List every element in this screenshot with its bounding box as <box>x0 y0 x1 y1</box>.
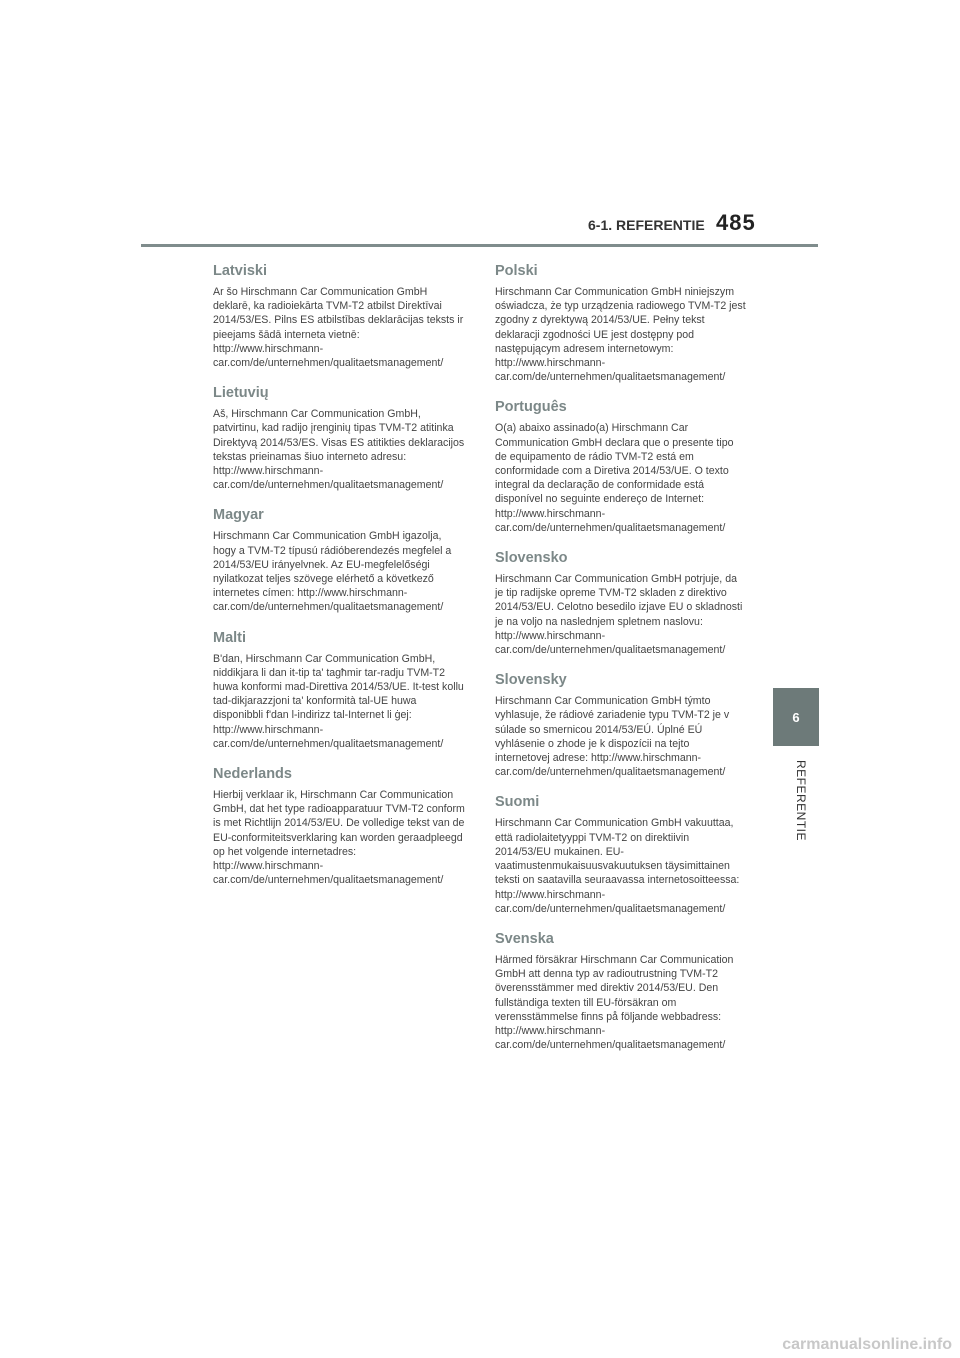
language-heading: Magyar <box>213 507 264 524</box>
declaration-text: Aš, Hirschmann Car Communication GmbH, patvirtinu, kad radijo įrenginių tipas TVM-T2 atitinka Direktyvą 2014/53/ES. Visas ES atitikties deklaracijos tekstas prieinamas šiuo interneto adresu: http://www.hirschmann-car.com/de/unternehmen/qualitaetsmanagement/ <box>213 408 465 492</box>
chapter-tab: 6 <box>773 688 819 746</box>
language-heading: Malti <box>213 629 247 646</box>
language-heading: Polski <box>495 263 538 279</box>
declaration-magyar <box>213 506 465 614</box>
declaration-suomi <box>495 793 747 915</box>
page-number: 485 <box>716 210 756 235</box>
right-column <box>495 262 747 1066</box>
left-column <box>213 262 465 902</box>
declaration-text: O(a) abaixo assinado(a) Hirschmann Car Communication GmbH declara que o presente tipo de equipamento de rádio TVM-T2 está em conformidade com a Diretiva 2014/53/UE. O texto integral da declaração de conformidade está disponível no seguinte endereço de Internet: http://www.hirschmann-car.com/de/unternehmen/qualitaetsmanagement/ <box>495 422 734 534</box>
declaration-text: Hirschmann Car Communication GmbH niniejszym oświadcza, że typ urządzenia radiowego TVM-T2 jest zgodny z dyrektywą 2014/53/UE. Pełny tekst deklaracji zgodności UE jest dostępny pod następującym adresem internetowym: http://www.hirschmann-car.com/de/unternehmen/qualitaetsmanagement/ <box>495 286 746 384</box>
language-heading: Português <box>495 399 567 416</box>
declaration-latviski <box>213 262 465 370</box>
declaration-text: Hierbij verklaar ik, Hirschmann Car Communication GmbH, dat het type radioapparatuur TVM-T2 conform is met Richtlijn 2014/53/EU. De volledige tekst van de EU-conformiteitsverklaring kan worden geraadpleegd op het volgende internetadres: http://www.hirschmann-car.com/de/unternehmen/qualitaetsmanagement/ <box>213 789 465 887</box>
header-rule <box>141 244 818 247</box>
declaration-lietuviu <box>213 384 465 492</box>
language-heading: Nederlands <box>213 766 292 783</box>
declaration-polski <box>495 262 747 384</box>
declaration-text: Hirschmann Car Communication GmbH igazolja, hogy a TVM-T2 típusú rádióberendezés megfelel a 2014/53/EU irányelvnek. Az EU-megfelelőségi nyilatkozat teljes szövege elérhető a következő internetes címen: http://www.hirschmann-car.com/de/unternehmen/qualitaetsmanagement/ <box>213 530 452 614</box>
declaration-text: Hirschmann Car Communication GmbH vakuuttaa, että radiolaitetyyppi TVM-T2 on direktiivin 2014/53/EU mukainen. EU-vaatimustenmukaisuusvakuutuksen täysimittainen teksti on saatavilla seuraavassa internetosoitteessa: http://www.hirschmann-car.com/de/unternehmen/qualitaetsmanagement/ <box>495 817 740 915</box>
language-heading: Slovensko <box>495 550 568 567</box>
declaration-svenska <box>495 930 747 1052</box>
declaration-text: Hirschmann Car Communication GmbH potrjuje, da je tip radijske opreme TVM-T2 skladen z direktivo 2014/53/EU. Celotno besedilo izjave EU o skladnosti je na voljo na naslednjem spletnem naslovu: http://www.hirschmann-car.com/de/unternehmen/qualitaetsmanagement/ <box>495 573 743 657</box>
declaration-text: B'dan, Hirschmann Car Communication GmbH, niddikjara li dan it-tip ta' tagħmir tar-radju TVM-T2 huwa konformi mad-Direttiva 2014/53/UE. It-test kollu tad-dikjarazzjoni ta' konformità tal-UE huwa disponibbli f'dan l-indirizz tal-Internet li ġej: http://www.hirschmann-car.com/de/unternehmen/qualitaetsmanagement/ <box>213 652 464 750</box>
page-header <box>0 0 960 250</box>
declaration-malti <box>213 629 465 751</box>
declaration-portugues <box>495 398 747 535</box>
declaration-text: Ar šo Hirschmann Car Communication GmbH deklarē, ka radioiekārta TVM-T2 atbilst Direktīvai 2014/53/ES. Pilns ES atbilstības deklarācijas teksts ir pieejams šādā interneta vietnē: http://www.hirschmann-car.com/de/unternehmen/qualitaetsmanagement/ <box>213 286 464 370</box>
section-title: 6-1. REFERENTIE <box>588 217 705 233</box>
language-heading: Lietuvių <box>213 385 269 402</box>
language-heading: Svenska <box>495 930 554 947</box>
declaration-slovensky <box>495 671 747 779</box>
declaration-text: Hirschmann Car Communication GmbH týmto vyhlasuje, že rádiové zariadenie typu TVM-T2 je v súlade so smernicou 2014/53/EÚ. Úplné EÚ vyhlásenie o zhode je k dispozícii na tejto internetovej adrese: http://www.hirschmann-car.com/de/unternehmen/qualitaetsmanagement/ <box>495 695 730 779</box>
language-heading: Slovensky <box>495 672 567 689</box>
language-heading: Suomi <box>495 794 540 811</box>
declaration-nederlands <box>213 765 465 887</box>
chapter-side-label: REFERENTIE <box>794 760 808 842</box>
watermark: carmanualsonline.info <box>782 1336 952 1353</box>
declaration-slovensko <box>495 549 747 657</box>
language-heading: Latviski <box>213 263 267 279</box>
declaration-text: Härmed försäkrar Hirschmann Car Communication GmbH att denna typ av radioutrustning TVM-T2 överensstämmer med direktiv 2014/53/EU. Den fullständiga texten till EU-försäkran om verensstämmelse finns på följande webbadress: http://www.hirschmann-car.com/de/unternehmen/qualitaetsmanagement/ <box>495 953 734 1052</box>
